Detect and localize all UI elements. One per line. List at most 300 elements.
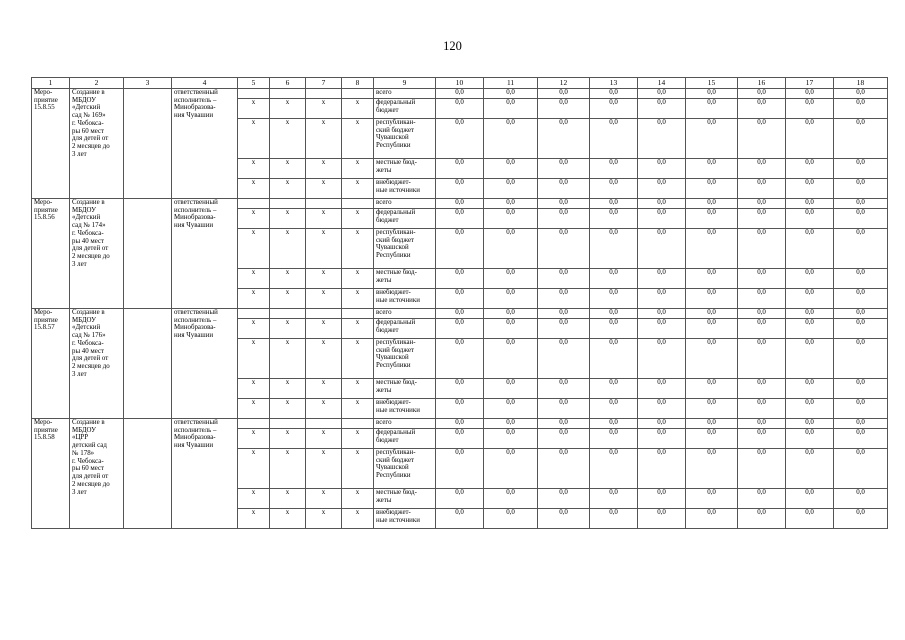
empty-col-3 (124, 199, 172, 309)
code-mark-cell: x (306, 269, 342, 289)
measure-id: Меро- приятие 15.8.55 (32, 89, 70, 199)
value-cell: 0,0 (786, 379, 834, 399)
value-cell: 0,0 (834, 89, 888, 99)
funding-source-cell: местные бюд- жеты (374, 269, 436, 289)
value-cell: 0,0 (738, 379, 786, 399)
value-cell: 0,0 (590, 209, 638, 229)
code-mark-cell (306, 309, 342, 319)
funding-source-cell: федеральный бюджет (374, 99, 436, 119)
value-cell: 0,0 (436, 229, 484, 269)
value-cell: 0,0 (786, 209, 834, 229)
value-cell: 0,0 (436, 339, 484, 379)
value-cell: 0,0 (484, 509, 538, 529)
column-header-3: 3 (124, 78, 172, 89)
value-cell: 0,0 (638, 269, 686, 289)
funding-source-cell: федеральный бюджет (374, 209, 436, 229)
executor-cell: ответственный исполнитель – Минобразова- ния Чувашии (172, 309, 238, 419)
value-cell: 0,0 (590, 399, 638, 419)
value-cell: 0,0 (538, 449, 590, 489)
code-mark-cell: x (270, 339, 306, 379)
value-cell: 0,0 (686, 99, 738, 119)
value-cell: 0,0 (686, 199, 738, 209)
value-cell: 0,0 (538, 429, 590, 449)
value-cell: 0,0 (738, 199, 786, 209)
value-cell: 0,0 (538, 509, 590, 529)
code-mark-cell: x (342, 289, 374, 309)
value-cell: 0,0 (538, 89, 590, 99)
value-cell: 0,0 (638, 99, 686, 119)
empty-col-3 (124, 89, 172, 199)
column-header-14: 14 (638, 78, 686, 89)
value-cell: 0,0 (786, 319, 834, 339)
code-mark-cell: x (306, 449, 342, 489)
code-mark-cell: x (238, 209, 270, 229)
value-cell: 0,0 (834, 449, 888, 489)
value-cell: 0,0 (834, 419, 888, 429)
value-cell: 0,0 (738, 89, 786, 99)
value-cell: 0,0 (484, 419, 538, 429)
column-header-7: 7 (306, 78, 342, 89)
measure-name: Создание в МБДОУ «Детский сад № 174» г. Чебокса- ры 40 мест для детей от 2 месяцев до 3 лет (70, 199, 124, 309)
code-mark-cell: x (270, 509, 306, 529)
code-mark-cell (306, 419, 342, 429)
code-mark-cell: x (238, 449, 270, 489)
value-cell: 0,0 (538, 99, 590, 119)
code-mark-cell: x (306, 159, 342, 179)
code-mark-cell: x (306, 399, 342, 419)
value-cell: 0,0 (590, 449, 638, 489)
value-cell: 0,0 (738, 319, 786, 339)
value-cell: 0,0 (786, 119, 834, 159)
value-cell: 0,0 (484, 179, 538, 199)
executor-cell: ответственный исполнитель – Минобразова- ния Чувашии (172, 419, 238, 529)
table-body (32, 78, 888, 529)
code-mark-cell: x (306, 209, 342, 229)
empty-col-3 (124, 309, 172, 419)
value-cell: 0,0 (590, 119, 638, 159)
executor-cell: ответственный исполнитель – Минобразова- ния Чувашии (172, 199, 238, 309)
funding-source-cell: республикан- ский бюджет Чувашской Республики (374, 339, 436, 379)
value-cell: 0,0 (786, 179, 834, 199)
value-cell: 0,0 (834, 309, 888, 319)
code-mark-cell: x (270, 269, 306, 289)
code-mark-cell: x (342, 379, 374, 399)
value-cell: 0,0 (738, 309, 786, 319)
value-cell: 0,0 (638, 289, 686, 309)
code-mark-cell: x (238, 489, 270, 509)
funding-source-cell: местные бюд- жеты (374, 489, 436, 509)
code-mark-cell: x (270, 449, 306, 489)
value-cell: 0,0 (538, 159, 590, 179)
code-mark-cell: x (238, 159, 270, 179)
code-mark-cell: x (342, 99, 374, 119)
value-cell: 0,0 (638, 199, 686, 209)
code-mark-cell: x (238, 99, 270, 119)
value-cell: 0,0 (484, 429, 538, 449)
value-cell: 0,0 (484, 269, 538, 289)
value-cell: 0,0 (638, 179, 686, 199)
code-mark-cell: x (270, 209, 306, 229)
value-cell: 0,0 (638, 509, 686, 529)
funding-source-cell: всего (374, 89, 436, 99)
column-header-16: 16 (738, 78, 786, 89)
code-mark-cell (342, 89, 374, 99)
table-row (32, 89, 888, 99)
funding-source-cell: республикан- ский бюджет Чувашской Республики (374, 449, 436, 489)
value-cell: 0,0 (538, 489, 590, 509)
value-cell: 0,0 (538, 199, 590, 209)
value-cell: 0,0 (590, 319, 638, 339)
code-mark-cell: x (238, 339, 270, 379)
code-mark-cell: x (306, 229, 342, 269)
value-cell: 0,0 (590, 99, 638, 119)
value-cell: 0,0 (484, 119, 538, 159)
code-mark-cell: x (306, 99, 342, 119)
code-mark-cell: x (238, 269, 270, 289)
value-cell: 0,0 (538, 419, 590, 429)
measure-name: Создание в МБДОУ «ЦРР детский сад № 178» г. Чебокса- ры 60 мест для детей от 2 месяцев до 3 лет (70, 419, 124, 529)
code-mark-cell (306, 199, 342, 209)
value-cell: 0,0 (590, 269, 638, 289)
code-mark-cell: x (306, 289, 342, 309)
funding-source-cell: всего (374, 309, 436, 319)
value-cell: 0,0 (834, 289, 888, 309)
value-cell: 0,0 (738, 509, 786, 529)
value-cell: 0,0 (590, 289, 638, 309)
value-cell: 0,0 (686, 339, 738, 379)
value-cell: 0,0 (484, 209, 538, 229)
page-number: 120 (443, 39, 462, 53)
value-cell: 0,0 (436, 199, 484, 209)
value-cell: 0,0 (834, 379, 888, 399)
table-row (32, 309, 888, 319)
value-cell: 0,0 (738, 159, 786, 179)
value-cell: 0,0 (686, 159, 738, 179)
value-cell: 0,0 (590, 509, 638, 529)
code-mark-cell: x (306, 509, 342, 529)
column-header-12: 12 (538, 78, 590, 89)
value-cell: 0,0 (834, 269, 888, 289)
value-cell: 0,0 (686, 309, 738, 319)
value-cell: 0,0 (686, 89, 738, 99)
value-cell: 0,0 (436, 509, 484, 529)
value-cell: 0,0 (436, 399, 484, 419)
value-cell: 0,0 (484, 399, 538, 419)
value-cell: 0,0 (738, 489, 786, 509)
value-cell: 0,0 (686, 399, 738, 419)
executor-cell: ответственный исполнитель – Минобразова- ния Чувашии (172, 89, 238, 199)
value-cell: 0,0 (686, 119, 738, 159)
value-cell: 0,0 (590, 339, 638, 379)
funding-source-cell: внебюджет- ные источники (374, 399, 436, 419)
code-mark-cell: x (306, 489, 342, 509)
value-cell: 0,0 (538, 379, 590, 399)
column-header-18: 18 (834, 78, 888, 89)
value-cell: 0,0 (738, 229, 786, 269)
value-cell: 0,0 (738, 99, 786, 119)
value-cell: 0,0 (538, 289, 590, 309)
code-mark-cell: x (270, 399, 306, 419)
code-mark-cell: x (270, 159, 306, 179)
value-cell: 0,0 (638, 309, 686, 319)
value-cell: 0,0 (436, 419, 484, 429)
code-mark-cell: x (270, 119, 306, 159)
code-mark-cell: x (306, 379, 342, 399)
value-cell: 0,0 (590, 199, 638, 209)
value-cell: 0,0 (638, 89, 686, 99)
code-mark-cell (342, 309, 374, 319)
column-header-5: 5 (238, 78, 270, 89)
value-cell: 0,0 (738, 449, 786, 489)
value-cell: 0,0 (436, 89, 484, 99)
value-cell: 0,0 (834, 339, 888, 379)
value-cell: 0,0 (786, 269, 834, 289)
measure-id: Меро- приятие 15.8.56 (32, 199, 70, 309)
value-cell: 0,0 (484, 289, 538, 309)
value-cell: 0,0 (590, 229, 638, 269)
code-mark-cell: x (306, 429, 342, 449)
code-mark-cell (270, 89, 306, 99)
column-header-9: 9 (374, 78, 436, 89)
value-cell: 0,0 (538, 229, 590, 269)
code-mark-cell (270, 199, 306, 209)
value-cell: 0,0 (686, 489, 738, 509)
value-cell: 0,0 (786, 399, 834, 419)
header-row (32, 78, 888, 89)
value-cell: 0,0 (834, 229, 888, 269)
value-cell: 0,0 (638, 419, 686, 429)
value-cell: 0,0 (638, 449, 686, 489)
value-cell: 0,0 (436, 429, 484, 449)
code-mark-cell: x (342, 429, 374, 449)
value-cell: 0,0 (590, 419, 638, 429)
column-header-10: 10 (436, 78, 484, 89)
column-header-11: 11 (484, 78, 538, 89)
value-cell: 0,0 (834, 119, 888, 159)
value-cell: 0,0 (686, 319, 738, 339)
funding-source-cell: местные бюд- жеты (374, 159, 436, 179)
code-mark-cell (342, 199, 374, 209)
value-cell: 0,0 (738, 429, 786, 449)
column-header-4: 4 (172, 78, 238, 89)
value-cell: 0,0 (436, 449, 484, 489)
value-cell: 0,0 (786, 99, 834, 119)
code-mark-cell: x (238, 429, 270, 449)
value-cell: 0,0 (786, 339, 834, 379)
code-mark-cell (342, 419, 374, 429)
funding-source-cell: всего (374, 199, 436, 209)
code-mark-cell (238, 309, 270, 319)
value-cell: 0,0 (484, 489, 538, 509)
value-cell: 0,0 (538, 119, 590, 159)
value-cell: 0,0 (638, 119, 686, 159)
value-cell: 0,0 (786, 489, 834, 509)
value-cell: 0,0 (436, 179, 484, 199)
code-mark-cell: x (238, 289, 270, 309)
code-mark-cell: x (306, 319, 342, 339)
empty-col-3 (124, 419, 172, 529)
code-mark-cell: x (238, 229, 270, 269)
code-mark-cell: x (270, 179, 306, 199)
value-cell: 0,0 (538, 209, 590, 229)
value-cell: 0,0 (538, 339, 590, 379)
measure-id: Меро- приятие 15.8.58 (32, 419, 70, 529)
code-mark-cell: x (342, 509, 374, 529)
code-mark-cell: x (238, 179, 270, 199)
value-cell: 0,0 (590, 309, 638, 319)
table-row (32, 419, 888, 429)
value-cell: 0,0 (738, 339, 786, 379)
value-cell: 0,0 (590, 159, 638, 179)
value-cell: 0,0 (738, 419, 786, 429)
value-cell: 0,0 (538, 269, 590, 289)
code-mark-cell: x (342, 399, 374, 419)
funding-source-cell: республикан- ский бюджет Чувашской Республики (374, 119, 436, 159)
value-cell: 0,0 (484, 319, 538, 339)
value-cell: 0,0 (484, 89, 538, 99)
value-cell: 0,0 (484, 379, 538, 399)
value-cell: 0,0 (638, 339, 686, 379)
value-cell: 0,0 (786, 89, 834, 99)
value-cell: 0,0 (834, 429, 888, 449)
value-cell: 0,0 (590, 429, 638, 449)
value-cell: 0,0 (436, 319, 484, 339)
code-mark-cell: x (342, 339, 374, 379)
code-mark-cell: x (238, 119, 270, 159)
value-cell: 0,0 (538, 309, 590, 319)
value-cell: 0,0 (686, 429, 738, 449)
value-cell: 0,0 (738, 119, 786, 159)
value-cell: 0,0 (786, 509, 834, 529)
value-cell: 0,0 (638, 399, 686, 419)
code-mark-cell: x (238, 379, 270, 399)
value-cell: 0,0 (590, 489, 638, 509)
value-cell: 0,0 (484, 99, 538, 119)
funding-source-cell: местные бюд- жеты (374, 379, 436, 399)
value-cell: 0,0 (786, 429, 834, 449)
value-cell: 0,0 (436, 289, 484, 309)
value-cell: 0,0 (686, 179, 738, 199)
value-cell: 0,0 (834, 319, 888, 339)
value-cell: 0,0 (638, 489, 686, 509)
code-mark-cell: x (306, 339, 342, 379)
value-cell: 0,0 (686, 509, 738, 529)
code-mark-cell: x (270, 229, 306, 269)
code-mark-cell: x (342, 159, 374, 179)
code-mark-cell: x (270, 489, 306, 509)
code-mark-cell (270, 309, 306, 319)
column-header-13: 13 (590, 78, 638, 89)
column-header-6: 6 (270, 78, 306, 89)
funding-source-cell: республикан- ский бюджет Чувашской Республики (374, 229, 436, 269)
code-mark-cell: x (306, 179, 342, 199)
value-cell: 0,0 (738, 209, 786, 229)
value-cell: 0,0 (484, 199, 538, 209)
funding-source-cell: федеральный бюджет (374, 429, 436, 449)
code-mark-cell: x (342, 119, 374, 159)
funding-source-cell: внебюджет- ные источники (374, 289, 436, 309)
value-cell: 0,0 (538, 399, 590, 419)
code-mark-cell: x (270, 429, 306, 449)
value-cell: 0,0 (786, 229, 834, 269)
code-mark-cell: x (342, 489, 374, 509)
value-cell: 0,0 (638, 379, 686, 399)
code-mark-cell: x (306, 119, 342, 159)
value-cell: 0,0 (686, 419, 738, 429)
code-mark-cell (306, 89, 342, 99)
code-mark-cell: x (270, 319, 306, 339)
value-cell: 0,0 (436, 489, 484, 509)
column-header-15: 15 (686, 78, 738, 89)
code-mark-cell (270, 419, 306, 429)
code-mark-cell (238, 89, 270, 99)
value-cell: 0,0 (686, 269, 738, 289)
code-mark-cell: x (342, 319, 374, 339)
code-mark-cell: x (238, 509, 270, 529)
value-cell: 0,0 (436, 159, 484, 179)
value-cell: 0,0 (538, 179, 590, 199)
value-cell: 0,0 (436, 309, 484, 319)
value-cell: 0,0 (590, 89, 638, 99)
funding-table (31, 77, 888, 529)
value-cell: 0,0 (834, 399, 888, 419)
value-cell: 0,0 (834, 489, 888, 509)
code-mark-cell: x (270, 379, 306, 399)
value-cell: 0,0 (436, 269, 484, 289)
value-cell: 0,0 (834, 99, 888, 119)
value-cell: 0,0 (638, 209, 686, 229)
value-cell: 0,0 (786, 309, 834, 319)
value-cell: 0,0 (834, 199, 888, 209)
value-cell: 0,0 (590, 179, 638, 199)
value-cell: 0,0 (786, 449, 834, 489)
measure-name: Создание в МБДОУ «Детский сад № 169» г. Чебокса- ры 60 мест для детей от 2 месяцев до 3 лет (70, 89, 124, 199)
value-cell: 0,0 (436, 119, 484, 159)
value-cell: 0,0 (484, 309, 538, 319)
value-cell: 0,0 (538, 319, 590, 339)
value-cell: 0,0 (738, 289, 786, 309)
value-cell: 0,0 (590, 379, 638, 399)
value-cell: 0,0 (484, 229, 538, 269)
measure-id: Меро- приятие 15.8.57 (32, 309, 70, 419)
funding-source-cell: внебюджет- ные источники (374, 509, 436, 529)
code-mark-cell (238, 199, 270, 209)
code-mark-cell: x (342, 449, 374, 489)
value-cell: 0,0 (834, 509, 888, 529)
funding-source-cell: внебюджет- ные источники (374, 179, 436, 199)
value-cell: 0,0 (686, 209, 738, 229)
value-cell: 0,0 (786, 289, 834, 309)
value-cell: 0,0 (738, 399, 786, 419)
value-cell: 0,0 (738, 269, 786, 289)
column-header-8: 8 (342, 78, 374, 89)
value-cell: 0,0 (686, 379, 738, 399)
value-cell: 0,0 (638, 319, 686, 339)
funding-source-cell: всего (374, 419, 436, 429)
value-cell: 0,0 (786, 159, 834, 179)
value-cell: 0,0 (686, 229, 738, 269)
code-mark-cell: x (342, 269, 374, 289)
value-cell: 0,0 (436, 209, 484, 229)
code-mark-cell (238, 419, 270, 429)
code-mark-cell: x (342, 229, 374, 269)
value-cell: 0,0 (834, 159, 888, 179)
code-mark-cell: x (270, 99, 306, 119)
code-mark-cell: x (238, 319, 270, 339)
value-cell: 0,0 (738, 179, 786, 199)
value-cell: 0,0 (686, 289, 738, 309)
value-cell: 0,0 (436, 379, 484, 399)
